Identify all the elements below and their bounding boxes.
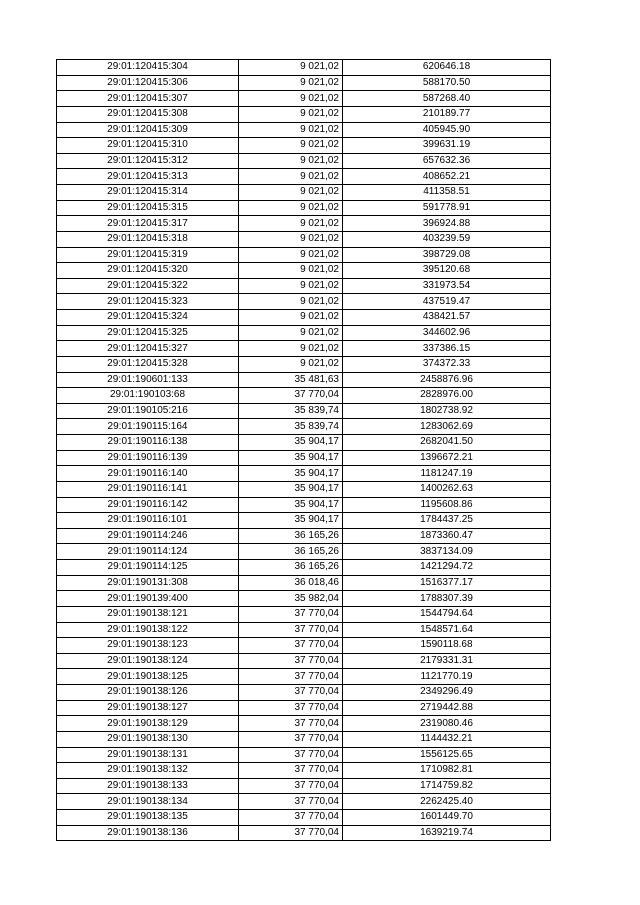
cadastral-number-cell: 29:01:190138:124 <box>57 653 239 669</box>
table-row <box>57 591 551 607</box>
value-cell: 1400262.63 <box>343 481 551 497</box>
table-row <box>57 419 551 435</box>
cadastral-number-cell: 29:01:120415:324 <box>57 310 239 326</box>
area-cell: 9 021,02 <box>239 60 343 76</box>
cadastral-number-cell: 29:01:120415:304 <box>57 60 239 76</box>
cadastral-number-cell: 29:01:190138:127 <box>57 700 239 716</box>
value-cell: 337386.15 <box>343 341 551 357</box>
value-cell: 1590118.68 <box>343 638 551 654</box>
cadastral-number-cell: 29:01:190116:138 <box>57 435 239 451</box>
cadastral-number-cell: 29:01:120415:312 <box>57 153 239 169</box>
value-cell: 657632.36 <box>343 153 551 169</box>
table-row <box>57 638 551 654</box>
table-row <box>57 341 551 357</box>
table-row <box>57 606 551 622</box>
area-cell: 35 904,17 <box>239 497 343 513</box>
table-row <box>57 294 551 310</box>
value-cell: 588170.50 <box>343 75 551 91</box>
value-cell: 587268.40 <box>343 91 551 107</box>
table-row <box>57 513 551 529</box>
area-cell: 9 021,02 <box>239 185 343 201</box>
cadastral-number-cell: 29:01:190105:216 <box>57 403 239 419</box>
value-cell: 1195608.86 <box>343 497 551 513</box>
value-cell: 1784437.25 <box>343 513 551 529</box>
area-cell: 9 021,02 <box>239 216 343 232</box>
table-body <box>57 60 551 841</box>
value-cell: 1544794.64 <box>343 606 551 622</box>
cadastral-number-cell: 29:01:120415:313 <box>57 169 239 185</box>
area-cell: 35 982,04 <box>239 591 343 607</box>
value-cell: 620646.18 <box>343 60 551 76</box>
cadastral-number-cell: 29:01:120415:307 <box>57 91 239 107</box>
cadastral-number-cell: 29:01:120415:317 <box>57 216 239 232</box>
area-cell: 37 770,04 <box>239 622 343 638</box>
area-cell: 37 770,04 <box>239 825 343 841</box>
table-row <box>57 747 551 763</box>
table-row <box>57 466 551 482</box>
table-row <box>57 794 551 810</box>
area-cell: 36 018,46 <box>239 575 343 591</box>
area-cell: 35 904,17 <box>239 435 343 451</box>
area-cell: 9 021,02 <box>239 200 343 216</box>
cadastral-number-cell: 29:01:120415:310 <box>57 138 239 154</box>
value-cell: 1873360.47 <box>343 528 551 544</box>
table-row <box>57 622 551 638</box>
value-cell: 2719442.88 <box>343 700 551 716</box>
value-cell: 1516377.17 <box>343 575 551 591</box>
table-row <box>57 669 551 685</box>
value-cell: 1556125.65 <box>343 747 551 763</box>
area-cell: 37 770,04 <box>239 388 343 404</box>
cadastral-number-cell: 29:01:190116:142 <box>57 497 239 513</box>
area-cell: 35 481,63 <box>239 372 343 388</box>
cadastral-number-cell: 29:01:120415:325 <box>57 325 239 341</box>
cadastral-number-cell: 29:01:190116:101 <box>57 513 239 529</box>
cadastral-number-cell: 29:01:190138:122 <box>57 622 239 638</box>
area-cell: 35 839,74 <box>239 403 343 419</box>
area-cell: 9 021,02 <box>239 153 343 169</box>
area-cell: 9 021,02 <box>239 278 343 294</box>
cadastral-number-cell: 29:01:190138:136 <box>57 825 239 841</box>
cadastral-number-cell: 29:01:190138:126 <box>57 685 239 701</box>
area-cell: 37 770,04 <box>239 716 343 732</box>
table-row <box>57 528 551 544</box>
cadastral-number-cell: 29:01:190131:308 <box>57 575 239 591</box>
area-cell: 36 165,26 <box>239 544 343 560</box>
table-row <box>57 325 551 341</box>
cadastral-number-cell: 29:01:190138:121 <box>57 606 239 622</box>
area-cell: 9 021,02 <box>239 91 343 107</box>
value-cell: 1548571.64 <box>343 622 551 638</box>
cadastral-number-cell: 29:01:190138:123 <box>57 638 239 654</box>
cadastral-number-cell: 29:01:190138:130 <box>57 731 239 747</box>
area-cell: 9 021,02 <box>239 356 343 372</box>
value-cell: 3837134.09 <box>343 544 551 560</box>
table-row <box>57 263 551 279</box>
value-cell: 411358.51 <box>343 185 551 201</box>
cadastral-number-cell: 29:01:190116:139 <box>57 450 239 466</box>
cadastral-number-cell: 29:01:190138:132 <box>57 763 239 779</box>
table-row <box>57 75 551 91</box>
value-cell: 2349296.49 <box>343 685 551 701</box>
table-row <box>57 575 551 591</box>
value-cell: 437519.47 <box>343 294 551 310</box>
table-row <box>57 435 551 451</box>
table-row <box>57 91 551 107</box>
value-cell: 2458876.96 <box>343 372 551 388</box>
cadastral-number-cell: 29:01:120415:328 <box>57 356 239 372</box>
cadastral-number-cell: 29:01:120415:308 <box>57 106 239 122</box>
area-cell: 37 770,04 <box>239 763 343 779</box>
table-row <box>57 388 551 404</box>
table-row <box>57 356 551 372</box>
cadastral-number-cell: 29:01:190138:133 <box>57 778 239 794</box>
area-cell: 9 021,02 <box>239 294 343 310</box>
value-cell: 1121770.19 <box>343 669 551 685</box>
cadastral-number-cell: 29:01:190138:131 <box>57 747 239 763</box>
table-row <box>57 403 551 419</box>
table-row <box>57 700 551 716</box>
cadastral-number-cell: 29:01:190114:246 <box>57 528 239 544</box>
value-cell: 1283062.69 <box>343 419 551 435</box>
area-cell: 9 021,02 <box>239 138 343 154</box>
value-cell: 2319080.46 <box>343 716 551 732</box>
cadastral-number-cell: 29:01:190115:164 <box>57 419 239 435</box>
area-cell: 9 021,02 <box>239 247 343 263</box>
value-cell: 344602.96 <box>343 325 551 341</box>
cadastral-number-cell: 29:01:190601:133 <box>57 372 239 388</box>
cadastral-number-cell: 29:01:190138:125 <box>57 669 239 685</box>
value-cell: 396924.88 <box>343 216 551 232</box>
table-row <box>57 778 551 794</box>
cadastral-number-cell: 29:01:190103:68 <box>57 388 239 404</box>
area-cell: 37 770,04 <box>239 638 343 654</box>
value-cell: 438421.57 <box>343 310 551 326</box>
table-row <box>57 825 551 841</box>
value-cell: 403239.59 <box>343 231 551 247</box>
table-row <box>57 716 551 732</box>
table-row <box>57 200 551 216</box>
table-row <box>57 216 551 232</box>
area-cell: 37 770,04 <box>239 778 343 794</box>
area-cell: 37 770,04 <box>239 794 343 810</box>
area-cell: 9 021,02 <box>239 122 343 138</box>
table-row <box>57 481 551 497</box>
value-cell: 1181247.19 <box>343 466 551 482</box>
area-cell: 37 770,04 <box>239 653 343 669</box>
area-cell: 9 021,02 <box>239 75 343 91</box>
table-row <box>57 278 551 294</box>
cadastral-number-cell: 29:01:120415:319 <box>57 247 239 263</box>
area-cell: 9 021,02 <box>239 231 343 247</box>
table-row <box>57 810 551 826</box>
table-row <box>57 450 551 466</box>
area-cell: 37 770,04 <box>239 747 343 763</box>
cadastral-number-cell: 29:01:190114:124 <box>57 544 239 560</box>
value-cell: 399631.19 <box>343 138 551 154</box>
area-cell: 36 165,26 <box>239 560 343 576</box>
cadastral-number-cell: 29:01:190139:400 <box>57 591 239 607</box>
value-cell: 1710982.81 <box>343 763 551 779</box>
cadastral-number-cell: 29:01:120415:322 <box>57 278 239 294</box>
value-cell: 2828976.00 <box>343 388 551 404</box>
area-cell: 37 770,04 <box>239 731 343 747</box>
table-row <box>57 731 551 747</box>
area-cell: 9 021,02 <box>239 325 343 341</box>
area-cell: 37 770,04 <box>239 810 343 826</box>
cadastral-number-cell: 29:01:120415:309 <box>57 122 239 138</box>
area-cell: 35 904,17 <box>239 513 343 529</box>
value-cell: 1144432.21 <box>343 731 551 747</box>
area-cell: 9 021,02 <box>239 263 343 279</box>
area-cell: 36 165,26 <box>239 528 343 544</box>
value-cell: 1802738.92 <box>343 403 551 419</box>
value-cell: 1601449.70 <box>343 810 551 826</box>
value-cell: 405945.90 <box>343 122 551 138</box>
table-row <box>57 231 551 247</box>
table-row <box>57 560 551 576</box>
table-row <box>57 497 551 513</box>
table-row <box>57 138 551 154</box>
table-row <box>57 122 551 138</box>
area-cell: 9 021,02 <box>239 310 343 326</box>
value-cell: 1639219.74 <box>343 825 551 841</box>
value-cell: 1714759.82 <box>343 778 551 794</box>
cadastral-number-cell: 29:01:120415:320 <box>57 263 239 279</box>
value-cell: 2179331.31 <box>343 653 551 669</box>
table-row <box>57 247 551 263</box>
cadastral-number-cell: 29:01:190138:134 <box>57 794 239 810</box>
area-cell: 37 770,04 <box>239 685 343 701</box>
value-cell: 408652.21 <box>343 169 551 185</box>
cadastral-number-cell: 29:01:120415:323 <box>57 294 239 310</box>
value-cell: 398729.08 <box>343 247 551 263</box>
value-cell: 1396672.21 <box>343 450 551 466</box>
cadastral-number-cell: 29:01:190114:125 <box>57 560 239 576</box>
area-cell: 37 770,04 <box>239 700 343 716</box>
value-cell: 2262425.40 <box>343 794 551 810</box>
cadastral-number-cell: 29:01:190116:141 <box>57 481 239 497</box>
data-table <box>56 59 551 841</box>
cadastral-number-cell: 29:01:120415:315 <box>57 200 239 216</box>
value-cell: 395120.68 <box>343 263 551 279</box>
table-row <box>57 372 551 388</box>
table-row <box>57 169 551 185</box>
table-row <box>57 153 551 169</box>
value-cell: 331973.54 <box>343 278 551 294</box>
value-cell: 1788307.39 <box>343 591 551 607</box>
cadastral-number-cell: 29:01:190138:129 <box>57 716 239 732</box>
area-cell: 35 839,74 <box>239 419 343 435</box>
cadastral-number-cell: 29:01:120415:314 <box>57 185 239 201</box>
cadastral-number-cell: 29:01:120415:318 <box>57 231 239 247</box>
cadastral-number-cell: 29:01:190138:135 <box>57 810 239 826</box>
value-cell: 374372.33 <box>343 356 551 372</box>
cadastral-number-cell: 29:01:120415:306 <box>57 75 239 91</box>
cadastral-number-cell: 29:01:120415:327 <box>57 341 239 357</box>
table-row <box>57 310 551 326</box>
area-cell: 35 904,17 <box>239 450 343 466</box>
area-cell: 9 021,02 <box>239 341 343 357</box>
table-row <box>57 185 551 201</box>
area-cell: 35 904,17 <box>239 466 343 482</box>
cadastral-number-cell: 29:01:190116:140 <box>57 466 239 482</box>
table-row <box>57 653 551 669</box>
value-cell: 591778.91 <box>343 200 551 216</box>
area-cell: 9 021,02 <box>239 169 343 185</box>
value-cell: 210189.77 <box>343 106 551 122</box>
value-cell: 2682041.50 <box>343 435 551 451</box>
area-cell: 9 021,02 <box>239 106 343 122</box>
table-row <box>57 763 551 779</box>
table-row <box>57 60 551 76</box>
area-cell: 37 770,04 <box>239 606 343 622</box>
table-row <box>57 106 551 122</box>
value-cell: 1421294.72 <box>343 560 551 576</box>
table-row <box>57 544 551 560</box>
table-row <box>57 685 551 701</box>
area-cell: 37 770,04 <box>239 669 343 685</box>
area-cell: 35 904,17 <box>239 481 343 497</box>
